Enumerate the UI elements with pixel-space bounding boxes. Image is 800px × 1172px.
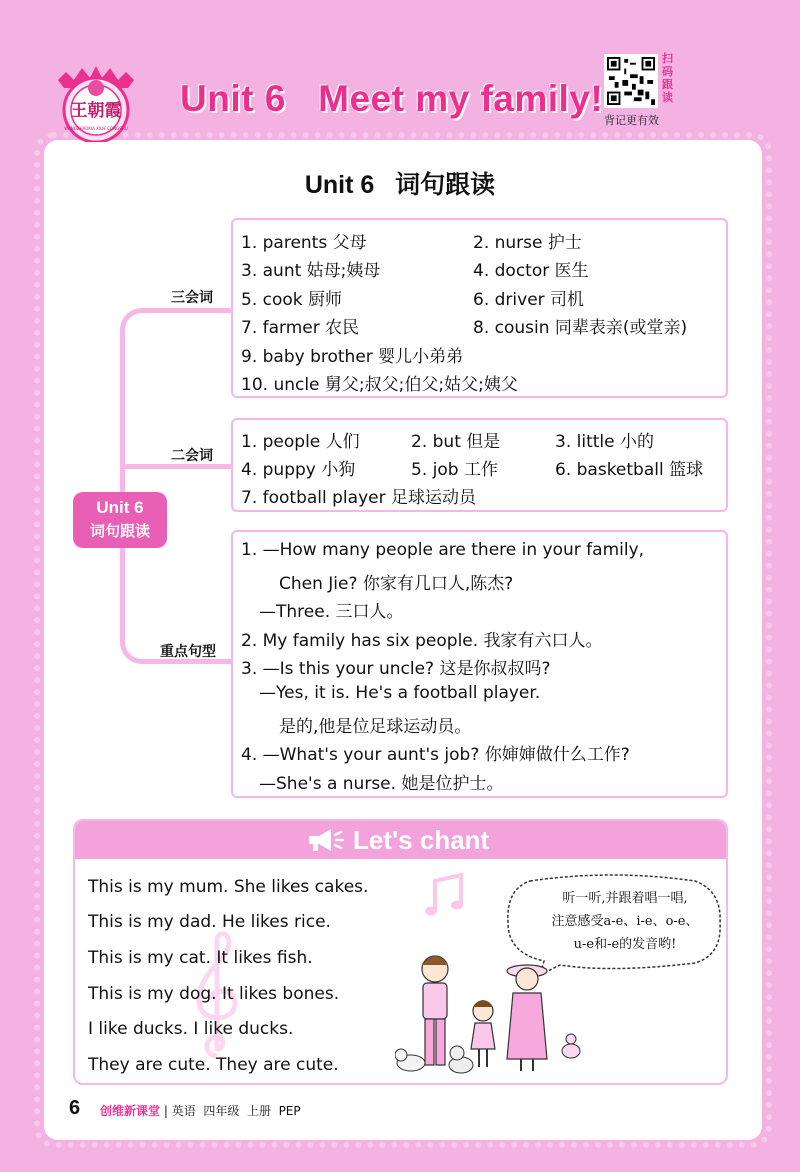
qr-side-label: 扫码跟读 (662, 52, 673, 104)
sentence-line: 1. —How many people are there in your family, (241, 540, 645, 560)
publisher-logo (48, 58, 144, 142)
vocab-item: 7. farmer 农民 (241, 318, 360, 338)
chant-section (73, 819, 728, 1085)
logo-text: 王朝霞 (70, 101, 122, 121)
logo-subtext: WANGZHAOXIA XILIE CONGSHU (64, 126, 128, 131)
label-two-words: 二会词 (171, 448, 213, 464)
chant-header (75, 821, 726, 859)
label-three-words: 三会词 (171, 290, 213, 306)
vocab-item: 1. parents 父母 (241, 233, 367, 253)
vocab-item: 8. cousin 同辈表亲(或堂亲) (473, 318, 688, 338)
chant-line: They are cute. They are cute. (88, 1055, 339, 1075)
sentence-line: Chen Jie? 你家有几口人,陈杰? (279, 574, 514, 594)
footer-info (100, 1102, 301, 1119)
chant-title: Let's chant (353, 825, 490, 855)
vocab-item: 1. people 人们 (241, 432, 360, 452)
page-number: 6 (69, 1097, 81, 1119)
center-node-title: Unit 6 (96, 498, 144, 517)
sentence-line: —Yes, it is. He's a football player. (259, 683, 541, 703)
vocab-item: 5. cook 厨师 (241, 290, 343, 310)
vocab-item: 4. puppy 小狗 (241, 460, 356, 480)
sentence-line: —She's a nurse. 她是位护士。 (259, 774, 504, 794)
sentence-line: 2. My family has six people. 我家有六口人。 (241, 631, 603, 651)
center-node (73, 492, 167, 548)
sentence-box (231, 530, 728, 798)
qr-caption: 背记更有效 (604, 114, 659, 127)
vocab-item: 7. football player 足球运动员 (241, 488, 476, 508)
bubble-line: 注意感受a-e、i-e、o-e、 (551, 914, 699, 929)
vocab-item: 2. nurse 护士 (473, 233, 582, 253)
vocab-item: 6. basketball 篮球 (555, 460, 704, 480)
footer-divider: | (160, 1104, 172, 1118)
sentence-line: 4. —What's your aunt's job? 你婶婶做什么工作? (241, 745, 630, 765)
page-title: Unit 6 Meet my family! (180, 78, 604, 119)
vocab-item: 4. doctor 医生 (473, 261, 589, 281)
megaphone-icon (305, 827, 345, 853)
chant-line: This is my dog. It likes bones. (88, 984, 340, 1004)
vocab-item: 3. little 小的 (555, 432, 654, 452)
qr-code-icon[interactable] (604, 54, 658, 108)
chant-line: This is my dad. He likes rice. (88, 912, 331, 932)
vocab-item: 3. aunt 姑母;姨母 (241, 261, 381, 281)
sentence-line: 是的,他是位足球运动员。 (279, 717, 472, 737)
sentence-line: 3. —Is this your uncle? 这是你叔叔吗? (241, 659, 551, 679)
chant-line: I like ducks. I like ducks. (88, 1019, 294, 1039)
bubble-line: u-e和-e的发音哟! (573, 937, 677, 952)
footer-course: 英语 四年级 上册 PEP (171, 1104, 301, 1118)
branch-line-top (120, 308, 232, 508)
center-node-subtitle: 词句跟读 (89, 523, 150, 540)
vocab-item: 9. baby brother 婴儿小弟弟 (241, 347, 464, 367)
footer-brand: 创维新课堂 (100, 1104, 161, 1118)
chant-line: This is my cat. It likes fish. (88, 948, 313, 968)
bubble-line: 听一听,并跟着唱一唱, (562, 891, 688, 906)
vocab-item: 5. job 工作 (411, 460, 498, 480)
vocab-item: 6. driver 司机 (473, 290, 585, 310)
vocab-box-two (231, 418, 728, 512)
music-notes-icon (421, 871, 471, 921)
vocab-item: 10. uncle 舅父;叔父;伯父;姑父;姨父 (241, 375, 518, 395)
label-key-sentences: 重点句型 (160, 644, 216, 660)
chant-line: This is my mum. She likes cakes. (88, 877, 369, 897)
vocab-box-three (231, 218, 728, 398)
vocab-item: 2. but 但是 (411, 432, 501, 452)
family-illustration (395, 941, 585, 1081)
section-title: Unit 6 词句跟读 (304, 171, 496, 199)
sentence-line: —Three. 三口人。 (259, 602, 404, 622)
